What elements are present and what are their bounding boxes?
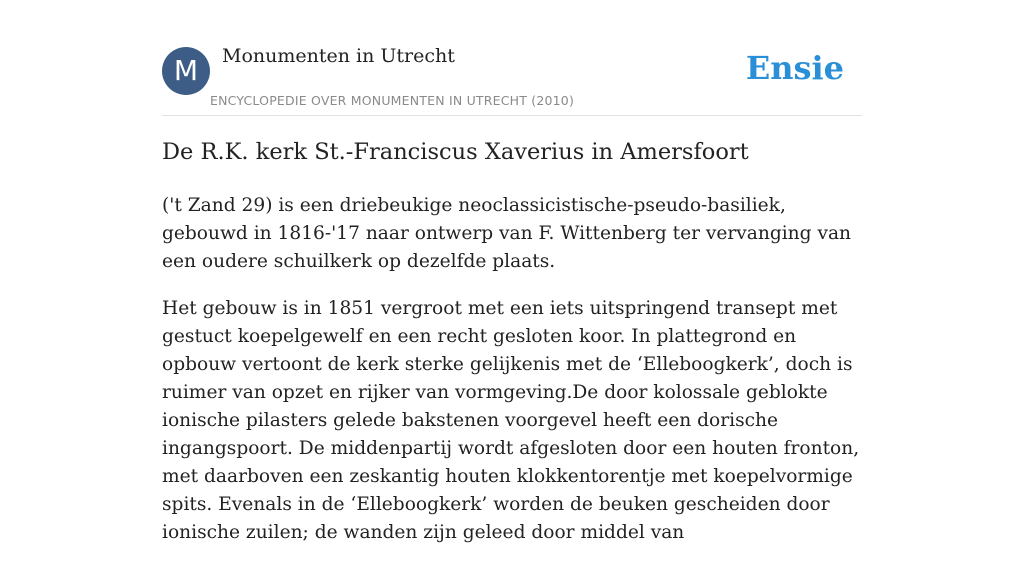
avatar[interactable]: M (162, 47, 210, 95)
paragraph: ('t Zand 29) is een driebeukige neoclassicistische-pseudo-basiliek, gebouwd in 1816-'17 naar ontwerp van F. Wittenberg ter vervanging van een oudere schuilkerk op dezelfde plaats. (162, 195, 852, 272)
source-title[interactable]: Monumenten in Utrecht (222, 45, 455, 67)
brand-logo[interactable]: Ensie (745, 49, 844, 87)
article-body (162, 192, 862, 566)
source-subtitle: ENCYCLOPEDIE OVER MONUMENTEN IN UTRECHT (2010) (210, 93, 575, 108)
paragraph: Het gebouw is in 1851 vergroot met een iets uitspringend transept met gestuct koepelgewelf en een recht gesloten koor. In plattegrond en opbouw vertoont de kerk sterke gelijkenis met de ‘Elleboogkerk’, doch is ruimer van opzet en rijker van vormgeving.De door kolossale geblokte ionische pilasters gelede bakstenen voorgevel heeft een dorische ingangspoort. De middenpartij wordt afgesloten door een houten fronton, met daarboven een zeskantig houten klokkentorentje met koepelvormige spits. Evenals in de ‘Elleboogkerk’ worden de beuken gescheiden door ionische zuilen; de wanden zijn geleed door middel van (162, 298, 860, 543)
source-header (162, 0, 862, 116)
article-title: De R.K. kerk St.-Franciscus Xaverius in Amersfoort (162, 139, 749, 165)
